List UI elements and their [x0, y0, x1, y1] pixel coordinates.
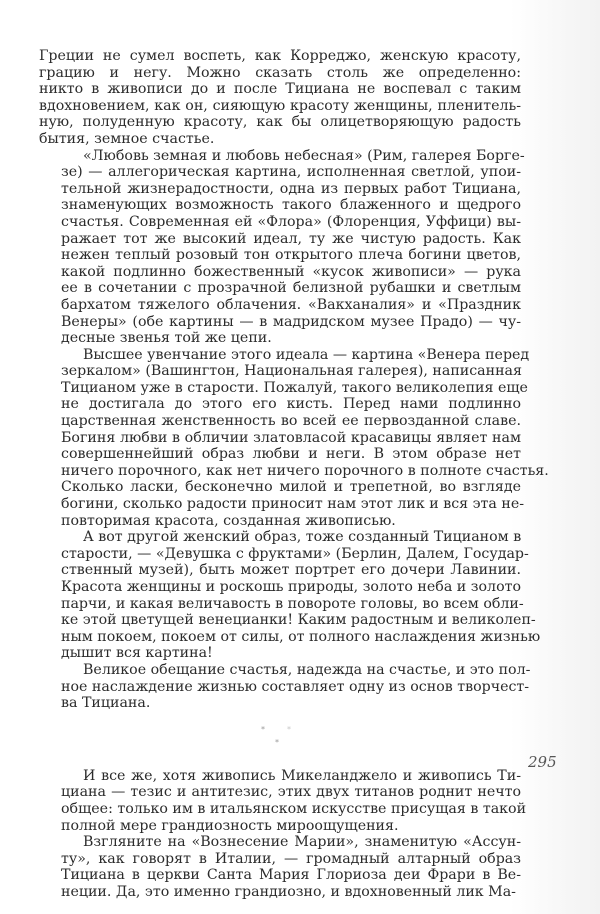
text-line: ражает тот же высокий идеал, ту же чистую радость. Как: [61, 230, 521, 247]
text-line: ным покоем, покоем от силы, от полного наслаждения жизнью: [61, 628, 541, 645]
text-line: никто в живописи до и после Тициана не воспевал с таким: [39, 81, 521, 98]
text-line: бархатом тяжелого облачения. «Вакханалия» и «Праздник: [61, 296, 521, 313]
text-before-divider: [39, 48, 549, 712]
text-line: не достигала до этого его кисть. Перед нами подлинно: [61, 396, 521, 413]
text-line: Сколько ласки, бесконечно милой и трепетной, во взгляде: [61, 479, 521, 496]
text-line: бытия, земное счастье.: [39, 130, 215, 147]
asterisk-ornament-icon: *: [261, 724, 265, 734]
asterisk-ornament-icon: *: [287, 724, 291, 734]
text-line: Высшее увенчание этого идеала — картина «Венера перед: [83, 346, 530, 363]
text-line: десные звенья той же цепи.: [61, 330, 272, 347]
text-line: Тициана в церкви Санта Мария Глориоза деи Фрари в Ве-: [61, 867, 521, 884]
text-line: зе) — аллегорическая картина, исполненная светлой, упои-: [61, 164, 521, 181]
text-line: тельной жизнерадостности, одна из первых работ Тициана,: [61, 180, 521, 197]
text-line: совершеннейший образ любви и неги. В этом образе нет: [61, 446, 521, 463]
text-line: А вот другой женский образ, тоже созданный Тицианом в: [83, 529, 522, 546]
text-line: ное наслаждение жизнью составляет одну из основ творчест-: [61, 678, 530, 695]
text-line: ничего порочного, как нет ничего порочного в полноте счастья.: [61, 462, 549, 479]
text-line: ную, полуденную красоту, как бы олицетворяющую радость: [39, 114, 521, 131]
text-line: царственная женственность во всей ее первозданной славе.: [61, 413, 521, 430]
paragraph: [39, 48, 521, 148]
text-line: полной мере грандиозность мироощущения.: [61, 817, 399, 834]
text-line: Красота женщины и роскошь природы, золото неба и золото: [61, 579, 521, 595]
text-line: ке этой цветущей венецианки! Каким радостным и великолеп-: [61, 612, 536, 629]
paragraph: [39, 767, 527, 834]
text-line: Греции не сумел воспеть, как Корреджо, женскую красоту,: [39, 48, 521, 64]
text-line: ее в сочетании с прозрачной белизной рубашки и светлым: [61, 280, 521, 297]
text-line: «Любовь земная и любовь небесная» (Рим, галерея Борге-: [83, 147, 525, 164]
paragraph: [39, 834, 521, 900]
text-line: вдохновением, как он, сияющую красоту женщины, пленитель-: [39, 97, 521, 114]
text-line: нежен теплый розовый тон открытого плеча богини цветов,: [61, 247, 521, 264]
text-line: дышит вся картина!: [61, 645, 213, 662]
text-line: неции. Да, это именно грандиозно, и вдохновенный лик Ма-: [61, 883, 516, 900]
paragraph: [39, 661, 531, 712]
text-line: Взгляните на «Вознесение Марии», знаменитую «Ассун-: [83, 834, 521, 851]
paragraph: [39, 529, 541, 662]
text-line: какой подлинно божественный «кусок живописи» — рука: [61, 263, 521, 280]
text-line: парчи, и какая величавость в повороте головы, во всем обли-: [61, 595, 524, 612]
text-line: грацию и негу. Можно сказать столь же определенно:: [39, 64, 521, 81]
paragraph: [39, 147, 525, 347]
text-line: общее: только им в итальянском искусстве присущая в такой: [61, 800, 527, 817]
paragraph: [39, 346, 549, 530]
text-line: ва Тициана.: [61, 695, 151, 712]
asterisk-ornament-icon: *: [275, 737, 279, 747]
text-line: Великое обещание счастья, надежда на счастье, и это пол-: [83, 661, 531, 678]
text-line: циана — тезис и антитезис, этих двух титанов роднит нечто: [61, 784, 521, 801]
text-line: зеркалом» (Вашингтон, Национальная галерея), написанная: [61, 363, 522, 380]
text-line: счастья. Современная ей «Флора» (Флоренция, Уффици) вы-: [61, 213, 521, 230]
text-line: знаменующих возможность такого блаженного и щедрого: [61, 197, 521, 214]
text-line: Тицианом уже в старости. Пожалуй, такого великолепия еще: [61, 379, 528, 396]
text-line: ственный музей), быть может портрет его дочери Лавинии.: [61, 562, 521, 579]
text-line: богини, сколько радости приносит нам этот лик и вся эта не-: [61, 496, 525, 513]
text-line: И все же, хотя живопись Микеланджело и живопись Ти-: [83, 767, 521, 784]
text-line: повторимая красота, созданная живописью.: [61, 512, 396, 529]
text-line: Венеры» (обе картины — в мадридском музее Прадо) — чу-: [61, 313, 521, 330]
text-after-divider: [39, 767, 527, 901]
text-line: Богиня любви в обличии златовласой красавицы являет нам: [61, 429, 521, 446]
text-line: ту», как говорят в Италии, — громадный алтарный образ: [61, 850, 521, 867]
section-divider: [39, 712, 521, 768]
page-number: 295: [528, 753, 557, 771]
text-line: старости, — «Девушка с фруктами» (Берлин, Далем, Государ-: [61, 545, 529, 562]
